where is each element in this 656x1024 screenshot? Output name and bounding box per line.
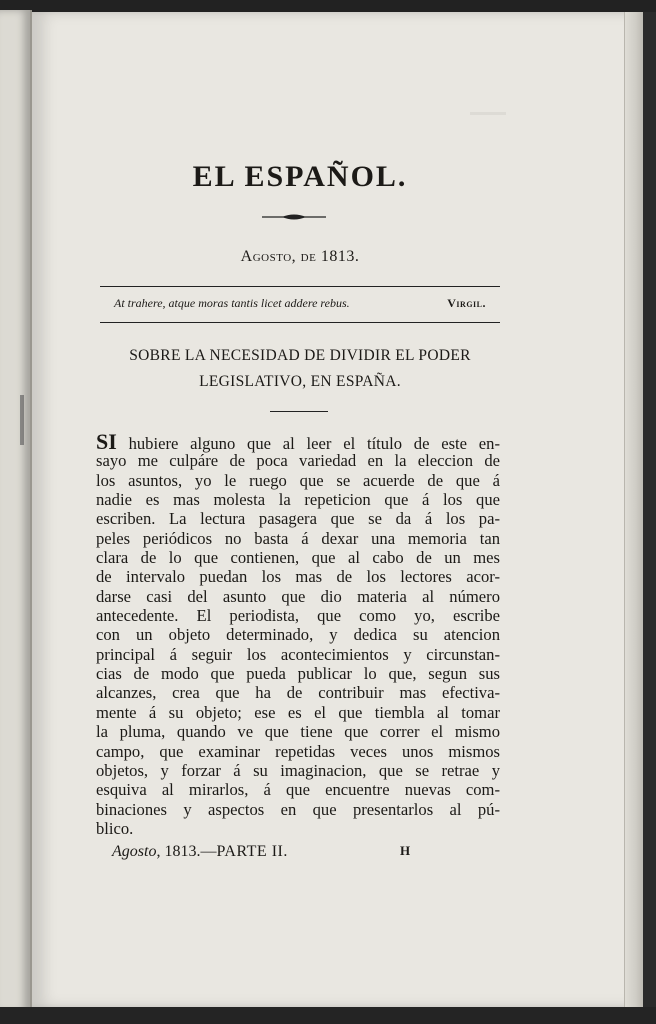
- body-line: nadie es mas molesta la repeticion que á los que: [96, 490, 500, 510]
- footer-year: , 1813.—: [156, 843, 217, 860]
- body-line: sayo me culpáre de poca variedad en la eleccion de: [96, 451, 500, 471]
- body-line: esquiva al mirarlos, á que encuentre nuevas com-: [96, 780, 500, 800]
- body-line: antecedente. El periodista, que como yo, escribe: [96, 606, 500, 626]
- article-body: [96, 429, 500, 838]
- body-line: alcanzes, crea que ha de contribuir mas efectiva-: [96, 683, 500, 703]
- body-line: los asuntos, yo le ruego que se acuerde de que á: [96, 470, 500, 490]
- body-line: campo, que examinar repetidas veces unos mismos: [96, 741, 500, 761]
- rule-bottom: [100, 322, 500, 323]
- body-line-text: hubiere alguno que al leer el título de este en-: [116, 434, 500, 453]
- epigraph-author: Virgil.: [447, 296, 486, 310]
- body-line: darse casi del asunto que dio materia al número: [96, 586, 500, 606]
- dropcap: SI: [96, 429, 117, 454]
- body-line: cias de modo que pueda publicar lo que, segun sus: [96, 664, 500, 684]
- body-line: la pluma, quando ve que tiene que correr el mismo: [96, 722, 500, 742]
- page-footer: [112, 843, 492, 861]
- epigraph-text: At trahere, atque moras tantis licet addere rebus.: [114, 296, 350, 310]
- footer-part: PARTE II.: [216, 843, 288, 860]
- body-line: binaciones y aspectos en que presentarlos al pú-: [96, 799, 500, 819]
- body-line: principal á seguir los acontecimientos y circunstan-: [96, 644, 500, 664]
- heading-line: LEGISLATIVO, EN ESPAÑA.: [199, 373, 401, 390]
- footer-date: Agosto: [112, 843, 157, 860]
- article-heading: [96, 343, 504, 395]
- body-line: clara de lo que contienen, que al cabo de un mes: [96, 548, 500, 568]
- issue-date: Agosto, de 1813.: [240, 248, 360, 265]
- body-line: peles periódicos no basta á dexar una memoria tan: [96, 528, 500, 548]
- body-line: [96, 429, 500, 454]
- body-line: con un objeto determinado, y dedica su atencion: [96, 625, 500, 645]
- body-line: de intervalo puedan los mas de los lectores acor-: [96, 567, 500, 587]
- body-line: mente á su objeto; ese es el que tiembla al tomar: [96, 702, 500, 722]
- masthead-title: EL ESPAÑOL.: [192, 160, 408, 193]
- heading-rule: [270, 411, 328, 412]
- body-line: blico.: [96, 818, 134, 838]
- ornament-icon: [262, 212, 326, 222]
- heading-line: SOBRE LA NECESIDAD DE DIVIDIR EL PODER: [129, 347, 471, 364]
- body-line: escriben. La lectura pasagera que se da á los pa-: [96, 509, 500, 529]
- rule-top: [100, 286, 500, 287]
- show-through: [470, 112, 506, 115]
- signature-mark: H: [400, 843, 411, 858]
- body-line: objetos, y forzar á su imaginacion, que se retrae y: [96, 760, 500, 780]
